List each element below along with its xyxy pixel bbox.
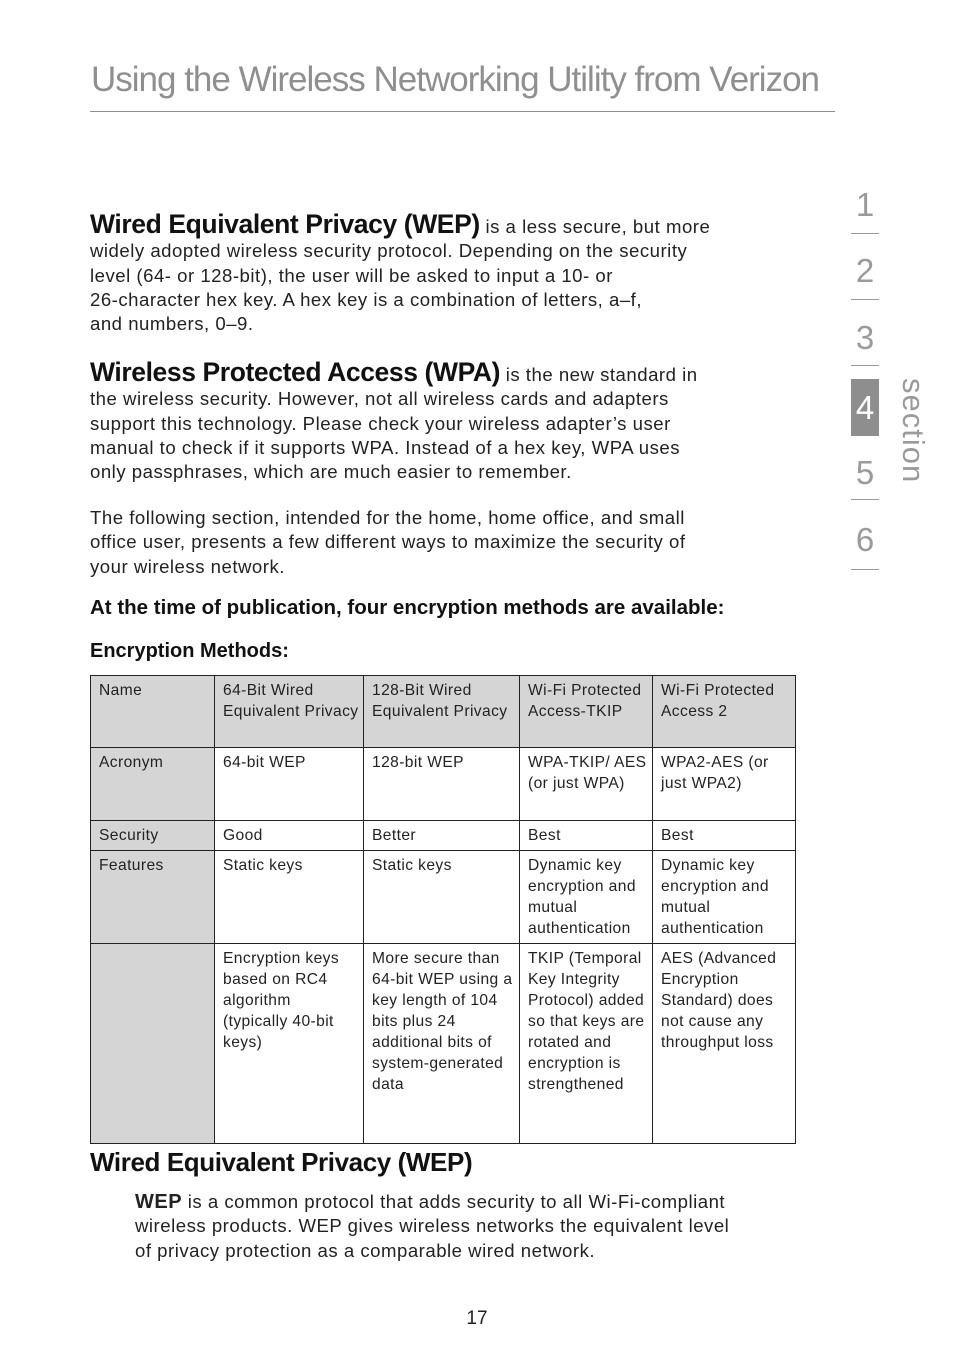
wep-intro-line: level (64- or 128-bit), the user will be asked to input a 10- or — [90, 264, 613, 286]
section-nav-1[interactable]: 1 — [855, 186, 875, 223]
following-line: office user, presents a few different ways to maximize the security of — [90, 531, 686, 553]
section-nav-4-active[interactable] — [851, 379, 879, 436]
table-cell: Dynamic key encryption and mutual authentication — [653, 851, 796, 944]
table-row — [91, 851, 796, 944]
wpa-intro-line: manual to check if it supports WPA. Instead of a hex key, WPA uses — [90, 436, 681, 458]
table-cell: Security — [91, 821, 215, 851]
wep-intro-line: widely adopted wireless security protocol. Depending on the security — [90, 240, 688, 262]
table-row — [91, 748, 796, 821]
table-cell: Best — [653, 821, 796, 851]
table-cell: 128-bit WEP — [364, 748, 520, 821]
encryption-methods-table — [90, 675, 796, 1144]
section-nav-2[interactable]: 2 — [855, 252, 875, 289]
wep-section-lead: WEP — [135, 1191, 183, 1213]
table-cell: AES (Advanced Encryption Standard) does not cause any throughput loss — [653, 944, 796, 1144]
section-nav-divider — [851, 365, 879, 366]
table-row — [91, 821, 796, 851]
table-cell: 64-bit WEP — [215, 748, 364, 821]
table-cell: Better — [364, 821, 520, 851]
wep-intro-line: and numbers, 0–9. — [90, 313, 254, 335]
wpa-intro-line: the wireless security. However, not all wireless cards and adapters — [90, 388, 669, 410]
table-cell: Wi-Fi Protected Access 2 — [653, 676, 796, 748]
section-nav-divider — [851, 233, 879, 234]
table-cell: Features — [91, 851, 215, 944]
wep-section-line: wireless products. WEP gives wireless networks the equivalent level — [135, 1215, 730, 1237]
table-cell: Static keys — [364, 851, 520, 944]
section-nav-divider — [851, 499, 879, 500]
table-cell: Best — [520, 821, 653, 851]
section-nav-divider — [851, 299, 879, 300]
publication-note: At the time of publication, four encryption methods are available: — [90, 596, 725, 619]
wep-section-line: of privacy protection as a comparable wired network. — [135, 1239, 596, 1261]
section-label: section — [896, 378, 931, 484]
table-cell: 128-Bit Wired Equivalent Privacy — [364, 676, 520, 748]
table-cell: WPA2-AES (or just WPA2) — [653, 748, 796, 821]
table-cell: Encryption keys based on RC4 algorithm (typically 40-bit keys) — [215, 944, 364, 1144]
wep-section-line: is a common protocol that adds security to all Wi-Fi-compliant — [182, 1191, 726, 1212]
following-line: The following section, intended for the home, home office, and small — [90, 507, 685, 528]
table-cell — [91, 944, 215, 1144]
table-cell: WPA-TKIP/ AES (or just WPA) — [520, 748, 653, 821]
table-row — [91, 676, 796, 748]
section-nav-5[interactable]: 5 — [855, 454, 875, 491]
table-cell: Dynamic key encryption and mutual authentication — [520, 851, 653, 944]
wep-lead: Wired Equivalent Privacy (WEP) — [90, 209, 480, 239]
page-header-title: Using the Wireless Networking Utility from Verizon — [91, 60, 820, 99]
wpa-lead: Wireless Protected Access (WPA) — [90, 357, 501, 387]
wep-section-heading: Wired Equivalent Privacy (WEP) — [90, 1147, 473, 1177]
page-number: 17 — [466, 1308, 488, 1329]
section-nav-divider — [851, 569, 879, 570]
table-cell: Good — [215, 821, 364, 851]
following-line: your wireless network. — [90, 555, 285, 577]
table-cell: Static keys — [215, 851, 364, 944]
table-cell: Acronym — [91, 748, 215, 821]
wep-intro-paragraph — [90, 209, 802, 336]
table-row — [91, 944, 796, 1144]
table-title: Encryption Methods: — [90, 640, 289, 662]
wep-section-paragraph — [135, 1190, 815, 1263]
header-divider — [90, 111, 835, 112]
section-nav-6[interactable]: 6 — [855, 521, 875, 558]
wep-intro-line: 26-character hex key. A hex key is a combination of letters, a–f, — [90, 288, 643, 310]
wpa-intro-line: is the new standard in — [500, 364, 698, 385]
wpa-intro-line: only passphrases, which are much easier to remember. — [90, 461, 572, 483]
table-cell: TKIP (Temporal Key Integrity Protocol) added so that keys are rotated and encryption is strengthened — [520, 944, 653, 1144]
following-paragraph — [90, 506, 802, 579]
table-cell: Name — [91, 676, 215, 748]
wep-intro-line: is a less secure, but more — [479, 216, 711, 237]
table-cell: Wi-Fi Protected Access-TKIP — [520, 676, 653, 748]
table-cell: 64-Bit Wired Equivalent Privacy — [215, 676, 364, 748]
section-nav-4-label: 4 — [855, 389, 875, 426]
table-cell: More secure than 64-bit WEP using a key length of 104 bits plus 24 additional bits of system-generated data — [364, 944, 520, 1144]
wpa-intro-line: support this technology. Please check your wireless adapter’s user — [90, 412, 671, 434]
wpa-intro-paragraph — [90, 357, 802, 484]
section-nav-3[interactable]: 3 — [855, 319, 875, 356]
